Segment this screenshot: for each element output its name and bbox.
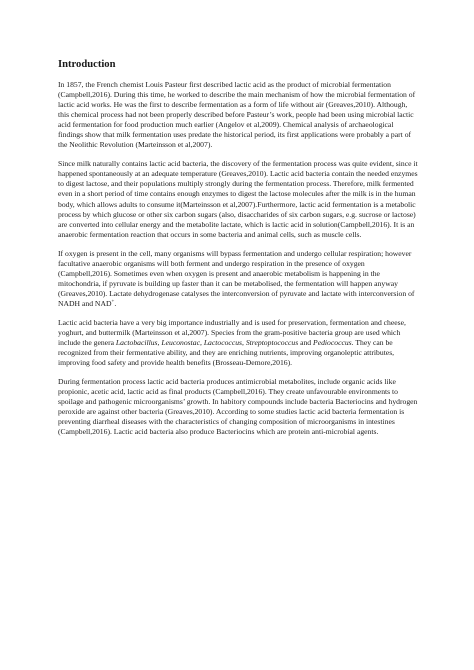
paragraph-4 [58, 318, 420, 368]
superscript-plus: + [111, 299, 115, 305]
text-line: (Marteinsson et al,2007). [135, 140, 213, 150]
paragraph-5 [58, 377, 420, 437]
text-line: bacteria and animal cells, such as muscle cells. [218, 229, 362, 239]
text-line: describe fermentation as a form of life without air (Greaves,2010). Although, this chemical [58, 100, 408, 120]
genus-name: Streptoptococcus [245, 338, 299, 348]
text-line: which are protein anti-microbial agents. [256, 427, 379, 437]
text-line: habitory compounds include bacteria Bacteriocins and hydrogen peroxide are against other [58, 397, 418, 417]
text-line: organic acids like propionic, acetic acid, lactic acid as final products (Campbell,2016). They [58, 377, 396, 397]
text-line: (Greaves,2010). Lactic acid bacteria contain the needed enzymes to digest lactose, and their [58, 169, 418, 189]
document-body [58, 58, 420, 447]
text-line: was quite evident, since it happened spontaneously at an adequate temperature [58, 159, 418, 179]
text-line: create unfavourable environments to spoilage and pathogenic microorganisms’ growth. In [58, 387, 398, 407]
text-line: microorganisms in intestines (Campbell,2016). Lactic acid bacteria also produce Bacteriocins [58, 417, 395, 437]
paragraph-1 [58, 80, 420, 150]
text-line: converted into cellular energy and the metabolite lactate, which is lactic acid in [69, 219, 314, 229]
text-line: populations multiply strongly during the fermentation process. Therefore, milk fermented [139, 179, 414, 189]
text-line: respiration in the presence of oxygen (Campbell,2016). Sometimes even when oxygen is [58, 258, 365, 278]
text-line: mechanism of how the microbial fermentation of lactic acid works. He was the first to [58, 90, 416, 110]
text-line: Chemical analysis of archaeological findings show that milk fermentation uses predate the [58, 120, 394, 140]
text-line: microbial fermentation (Campbell,2016). During this time, he worked to describe the main [58, 80, 391, 100]
text-line: If oxygen is present in the cell, many organisms will bypass fermentation and undergo [58, 248, 324, 258]
text-line: solution(Campbell,2016). It is an anaerobic fermentation reaction that occurs in some [58, 219, 415, 239]
text-line: Since milk naturally contains lactic acid bacteria, the discovery of the fermentation process [58, 159, 339, 169]
genus-name: Leuconostac [161, 338, 200, 348]
text-line: Lactococcus, Streptoptococcus and Pediococcus. They can be recognized from their [58, 338, 393, 358]
paragraph-2 [58, 159, 420, 239]
text-line: up faster than it can be metabolised, the fermentation will happen anyway (Greaves,2010). [58, 278, 398, 298]
text-line: Lactic acid bacteria have a very big importance industrially and is used for preservation, [58, 317, 330, 327]
text-line: other six carbon sugars (also, disaccharides of six carbon sugars, e.g. sucrose or lactose) are [58, 209, 416, 229]
text-line: process had not been properly described before Pasteur’s work, people had been using [100, 110, 366, 120]
text-line: Lactate dehydrogenase catalyses the interconversion of pyruvate and lactate with [109, 288, 359, 298]
text-line: preventing diarrheal diseases with the characteristics of changing composition of [58, 417, 308, 427]
text-line: the milk is in the human body, which allows adults to consume it(Marteinsson et [58, 189, 416, 209]
text-line: present and anaerobic metabolism is happening in the mitochondria, if pyruvate is building [58, 268, 380, 288]
genus-name: Lactococcus [203, 338, 243, 348]
text-line: gram-positive bacteria group are used which include the genera Lactobacillus, Leuconostac, [58, 328, 401, 348]
text-line: In 1857, the French chemist Louis Pasteur first described lactic acid as the product of [58, 80, 321, 89]
section-heading: Introduction [58, 59, 116, 70]
genus-name: Pediococcus [313, 338, 352, 348]
text-line: even in a short period of time contains enough enzymes to digest the lactose molecules after [58, 189, 342, 199]
genus-name: Lactobacillus [115, 338, 158, 348]
text-line: historical period, its first applications were probably a part of the Neolithic Revolution [58, 130, 412, 150]
text-line: microbial lactic acid fermentation for food production much earlier (Angelov et al,2009). [58, 110, 414, 130]
text-line: al,2007).Furthermore, lactic acid fermentation is a metabolic process by which glucose or [58, 199, 416, 219]
text-line: fermentative ability, and they are enriching nutrients, improving organoleptic attributes, [126, 348, 395, 358]
paragraph-3 [58, 249, 420, 309]
text-line: interconversion of NADH and NAD+. [58, 288, 415, 308]
text-line: bacteria (Greaves,2010). According to some studies lactic acid bacteria fermentation is [139, 407, 405, 417]
text-line: fermentation and cheese, yoghurt, and buttermilk (Marteinsson et al,2007). Species from the [58, 317, 406, 338]
text-line: improving food safety and provide health benefits (Brosseau-Demore,2016). [58, 358, 293, 368]
text-line: cellular respiration; however facultative anaerobic organisms will both ferment and undergo [58, 248, 412, 268]
text-line: During fermentation process lactic acid bacteria produces antimicrobial metabolites, include [58, 377, 343, 387]
